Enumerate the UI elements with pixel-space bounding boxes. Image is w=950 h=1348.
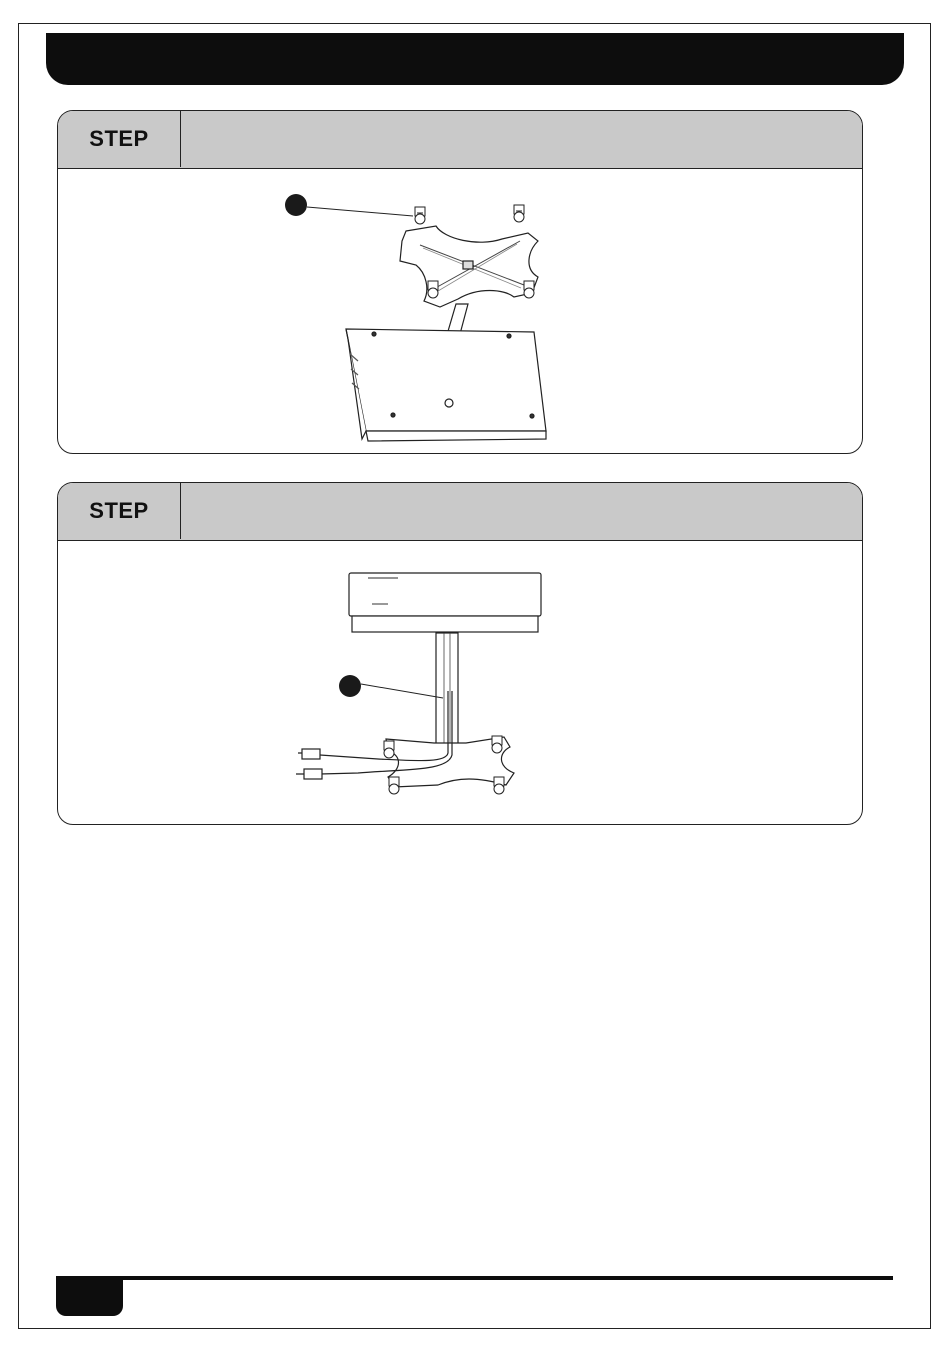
device-box — [346, 329, 546, 441]
step-1-label: STEP — [58, 111, 181, 167]
device-box — [349, 573, 541, 632]
step-2-header — [58, 483, 862, 541]
step-2-panel — [57, 482, 863, 825]
pole-icon — [436, 633, 458, 753]
step-1-callout — [285, 194, 413, 216]
step-1-illustration — [58, 169, 863, 454]
step-1-panel — [57, 110, 863, 454]
step-2-illustration — [58, 541, 863, 825]
step-1-header — [58, 111, 862, 169]
footer-rule — [56, 1276, 893, 1280]
step-2-callout — [339, 675, 443, 698]
step-2-label: STEP — [58, 483, 181, 539]
page-number-tab — [56, 1276, 123, 1316]
cross-base-icon — [400, 226, 538, 307]
header-bar — [46, 33, 904, 85]
